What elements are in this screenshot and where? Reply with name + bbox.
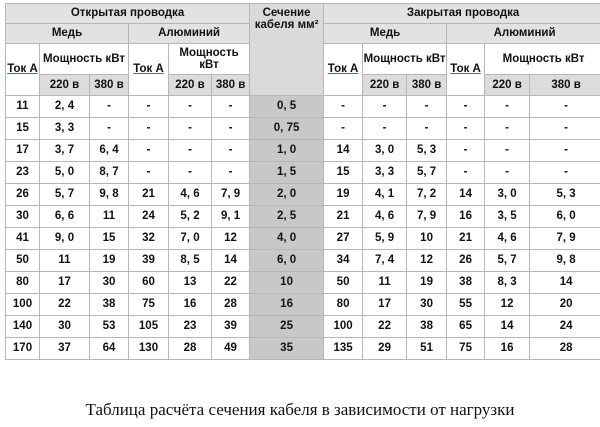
table-cell: 5, 3 [530,184,600,206]
table-cell: 15 [324,162,363,184]
table-cell: 22 [363,316,407,338]
table-cell: 7, 9 [407,206,447,228]
table-row [6,316,600,338]
table-cell: 80 [6,272,40,294]
table-cell: 17 [363,294,407,316]
cable-section-table [5,3,600,360]
table-cell: - [324,118,363,140]
table-body [6,4,600,360]
table-cell: 50 [6,250,40,272]
table-cell: 10 [407,228,447,250]
open-aluminum-power-header: Мощность кВт [169,44,250,75]
table-cell: 16 [447,206,485,228]
table-cell: 14 [324,140,363,162]
table-cell: - [169,140,212,162]
table-cell: 105 [129,316,169,338]
table-cell: 16 [485,338,530,360]
voltage-380-header: 380 в [90,75,129,96]
table-cell: 8, 7 [90,162,129,184]
table-cell: 4, 6 [485,228,530,250]
table-cell: 22 [212,272,250,294]
table-cell: 5, 9 [363,228,407,250]
table-cell: 9, 8 [90,184,129,206]
table-caption: Таблица расчёта сечения кабеля в зависимости от нагрузки [85,400,515,419]
table-cell: 11 [90,206,129,228]
table-cell: 5, 7 [407,162,447,184]
table-cell: - [485,118,530,140]
table-cell: 49 [212,338,250,360]
table-cell: 38 [407,316,447,338]
table-cell: 12 [407,250,447,272]
table-cell: 39 [129,250,169,272]
table-cell: 20 [530,294,600,316]
cable-section-table-container [5,3,600,360]
table-cell: 3, 3 [40,118,90,140]
open-copper-current-header [6,44,40,96]
table-cell: 26 [447,250,485,272]
table-cell: 5, 0 [40,162,90,184]
table-cell: - [169,96,212,118]
table-cell: 23 [6,162,40,184]
table-cell: 7, 2 [407,184,447,206]
table-cell: 60 [129,272,169,294]
table-cell: 14 [447,184,485,206]
voltage-380-header: 380 в [212,75,250,96]
table-cell: 21 [324,206,363,228]
table-cell: 3, 5 [485,206,530,228]
table-cell: 19 [324,184,363,206]
table-cell: 3, 0 [485,184,530,206]
table-cell: 9, 1 [212,206,250,228]
table-row [6,206,600,228]
table-cell: 11 [6,96,40,118]
table-cell: 14 [485,316,530,338]
closed-aluminum-power-header: Мощность кВт [485,44,600,75]
table-cell: 38 [90,294,129,316]
table-cell: 75 [447,338,485,360]
table-cell: 28 [169,338,212,360]
closed-copper-current-header [324,44,363,96]
table-cell: - [129,96,169,118]
current-label: Ток А [450,63,481,76]
table-cell: 130 [129,338,169,360]
closed-aluminum-header: Алюминий [447,24,600,44]
open-aluminum-header: Алюминий [129,24,250,44]
table-cell: 15 [90,228,129,250]
table-cell: 8, 5 [169,250,212,272]
table-cell: 5, 7 [40,184,90,206]
closed-aluminum-current-header [447,44,485,96]
table-cell: 100 [6,294,40,316]
table-cell: 38 [447,272,485,294]
table-cell: 7, 0 [169,228,212,250]
table-cell: - [447,118,485,140]
table-cell: 15 [6,118,40,140]
table-cell: 5, 2 [169,206,212,228]
table-cell: 21 [129,184,169,206]
table-cell: - [530,162,600,184]
table-cell: - [363,118,407,140]
table-cell: 17 [6,140,40,162]
table-cell: 4, 6 [169,184,212,206]
open-copper-power-header: Мощность кВт [40,44,129,75]
table-row [6,184,600,206]
table-cell: 34 [324,250,363,272]
table-cell: - [212,118,250,140]
section-cell: 0, 75 [250,118,324,140]
table-cell: 65 [447,316,485,338]
table-cell: 7, 9 [530,228,600,250]
section-cell: 6, 0 [250,250,324,272]
table-cell: 9, 0 [40,228,90,250]
table-cell: - [485,96,530,118]
table-cell: 7, 4 [363,250,407,272]
table-cell: 16 [169,294,212,316]
table-row [6,96,600,118]
table-cell: 75 [129,294,169,316]
table-cell: 24 [129,206,169,228]
table-cell: 19 [90,250,129,272]
table-cell: - [169,118,212,140]
section-cell: 25 [250,316,324,338]
open-copper-header: Медь [6,24,129,44]
table-cell: 30 [407,294,447,316]
table-cell: - [407,118,447,140]
table-cell: - [90,118,129,140]
table-cell: 4, 6 [363,206,407,228]
table-cell: 2, 4 [40,96,90,118]
table-cell: 3, 3 [363,162,407,184]
table-cell: - [324,96,363,118]
table-row [6,250,600,272]
table-cell: 37 [40,338,90,360]
table-cell: 12 [485,294,530,316]
table-cell: - [447,140,485,162]
table-cell: 28 [530,338,600,360]
current-label: Ток А [133,63,164,76]
closed-copper-header: Медь [324,24,447,44]
table-cell: 26 [6,184,40,206]
table-cell: 53 [90,316,129,338]
table-cell: - [212,162,250,184]
table-cell: - [485,140,530,162]
table-cell: 5, 3 [407,140,447,162]
table-cell: 32 [129,228,169,250]
table-cell: - [169,162,212,184]
table-cell: 100 [324,316,363,338]
section-cell: 35 [250,338,324,360]
table-cell: 41 [6,228,40,250]
table-cell: 8, 3 [485,272,530,294]
current-label: Ток А [7,63,38,76]
voltage-220-header: 220 в [40,75,90,96]
section-cell: 2, 0 [250,184,324,206]
table-cell: - [363,96,407,118]
table-cell: 14 [212,250,250,272]
table-cell: 64 [90,338,129,360]
table-cell: - [530,96,600,118]
voltage-220-header: 220 в [363,75,407,96]
closed-copper-power-header: Мощность кВт [363,44,447,75]
table-cell: 6, 6 [40,206,90,228]
table-row [6,162,600,184]
section-cell: 2, 5 [250,206,324,228]
table-cell: 27 [324,228,363,250]
table-cell: 6, 4 [90,140,129,162]
table-cell: 23 [169,316,212,338]
table-cell: - [447,162,485,184]
table-cell: - [212,140,250,162]
table-cell: 30 [40,316,90,338]
table-cell: - [212,96,250,118]
table-cell: - [407,96,447,118]
table-cell: 55 [447,294,485,316]
table-cell: 17 [40,272,90,294]
table-cell: - [129,162,169,184]
table-row [6,228,600,250]
table-cell: 24 [530,316,600,338]
table-cell: - [447,96,485,118]
voltage-220-header: 220 в [485,75,530,96]
header-row-wiring [6,4,600,24]
open-aluminum-current-header [129,44,169,96]
open-wiring-header: Открытая проводка [6,4,250,24]
table-cell: 28 [212,294,250,316]
section-cell: 1, 5 [250,162,324,184]
section-cell: 0, 5 [250,96,324,118]
table-cell: 39 [212,316,250,338]
table-cell: 11 [40,250,90,272]
table-cell: 51 [407,338,447,360]
table-cell: 13 [169,272,212,294]
table-cell: - [485,162,530,184]
table-cell: 30 [90,272,129,294]
section-cell: 16 [250,294,324,316]
table-row [6,272,600,294]
table-cell: 50 [324,272,363,294]
table-cell: 3, 0 [363,140,407,162]
table-cell: 29 [363,338,407,360]
table-cell: 14 [530,272,600,294]
closed-wiring-header: Закрытая проводка [324,4,600,24]
voltage-220-header: 220 в [169,75,212,96]
table-cell: - [129,140,169,162]
table-cell: 3, 7 [40,140,90,162]
table-cell: - [129,118,169,140]
table-cell: 80 [324,294,363,316]
table-cell: 135 [324,338,363,360]
table-cell: 11 [363,272,407,294]
voltage-380-header: 380 в [530,75,600,96]
table-cell: 4, 1 [363,184,407,206]
current-label: Ток А [327,63,359,76]
section-cell: 10 [250,272,324,294]
table-cell: - [90,96,129,118]
table-cell: 170 [6,338,40,360]
table-cell: 7, 9 [212,184,250,206]
table-cell: 6, 0 [530,206,600,228]
table-cell: 5, 7 [485,250,530,272]
table-row [6,118,600,140]
table-cell: 12 [212,228,250,250]
table-cell: 140 [6,316,40,338]
table-cell: 21 [447,228,485,250]
table-cell: 19 [407,272,447,294]
table-cell: 22 [40,294,90,316]
section-header: Сечение кабеля мм² [250,4,324,96]
table-cell: 30 [6,206,40,228]
table-cell: - [530,118,600,140]
table-cell: - [530,140,600,162]
table-row [6,294,600,316]
table-cell: 9, 8 [530,250,600,272]
table-row [6,140,600,162]
section-cell: 4, 0 [250,228,324,250]
voltage-380-header: 380 в [407,75,447,96]
section-cell: 1, 0 [250,140,324,162]
table-row [6,338,600,360]
